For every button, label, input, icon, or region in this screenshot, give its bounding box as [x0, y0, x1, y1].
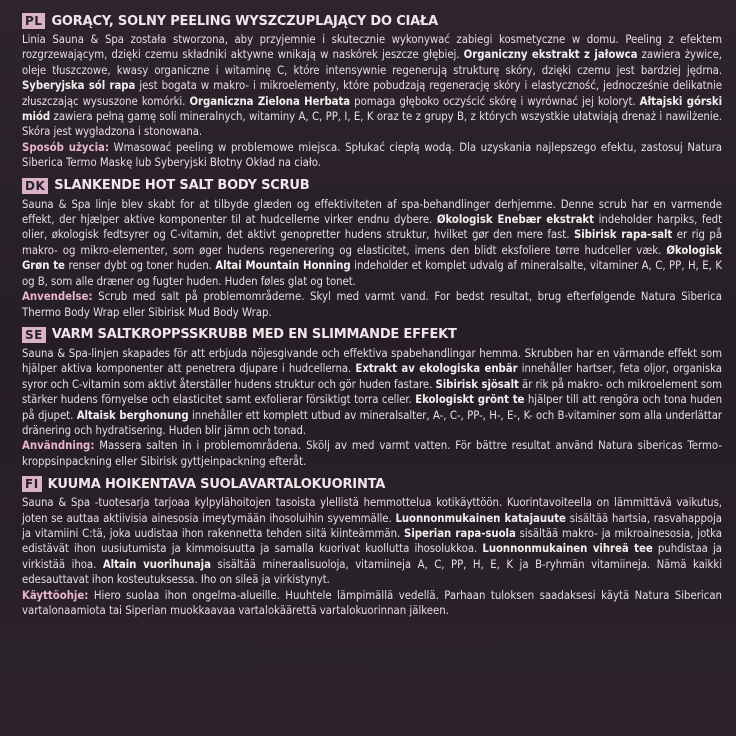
section-header [22, 175, 722, 197]
section-header [22, 10, 722, 32]
body-text: indeholder et komplet udvalg af mineralsalte, vitaminer A, C, PP, H, E, K og B, som alle dræner og fugter huden. Huden føles glat og tonet. [22, 259, 722, 288]
ingredient-highlight: Ałtajski górski miód [22, 94, 723, 124]
body-text: sisältää hartsia, rasvahappoja ja vitamiini C:tä, joka uudistaa ihon rakennetta tehden siitä kiinteämmän. [22, 511, 722, 540]
usage-label: Anvendelse: [22, 290, 93, 304]
section-se [22, 324, 722, 469]
usage-label: Sposób użycia: [22, 140, 109, 154]
body-text: puhdistaa ja virkistää ihoa. [22, 542, 722, 571]
body-text: zawiera żywice, oleje tłuszczowe, kwasy organiczne i witaminę C, które intensywnie regenerują strukturę skóry, dzięki czemu jest bardziej jędrna. [22, 48, 722, 77]
section-title: VARM SALTKROPPSSKRUBB MED EN SLIMMANDE EFFEKT [51, 327, 457, 343]
ingredient-highlight: Økologisk Enebær ekstrakt [436, 213, 594, 227]
language-badge: FI [22, 476, 42, 492]
body-text: är rik på makro- och mikroelement som stärker hudens förnyelse och elasticitet samt exfolierar försiktigt torra celler. [22, 377, 722, 407]
ingredient-highlight: Økologisk Grøn te [22, 243, 722, 273]
section-body [22, 32, 722, 140]
language-badge: SE [22, 327, 46, 343]
ingredient-highlight: Altain vuorihunaja [102, 557, 211, 571]
body-text: sisältää mineraalisuoloja, vitamiineja A, C, PP, H, E, K ja B-ryhmän vitamiineja. Nämä kaikki edesauttavat ihon kosteutuksessa. Iho on sileä ja virkistynyt. [22, 557, 722, 587]
section-body [22, 197, 722, 289]
ingredient-highlight: Altai Mountain Honning [215, 259, 351, 273]
body-text: jest bogata w makro- i mikroelementy, które pobudzają regenerację skóry i elastyczność, jednocześnie delikatnie złuszczając wysuszone komórki. [22, 79, 722, 108]
ingredient-highlight: Ekologiskt grönt te [415, 393, 525, 407]
section-dk [22, 175, 722, 320]
ingredient-highlight: Altaisk berghonung [76, 408, 189, 422]
ingredient-highlight: Siperian rapa-suola [404, 526, 516, 540]
body-text: Sauna & Spa-linjen skapades för att erbjuda nöjesgivande och effektiva spabehandlingar hemma. Skrubben har en värmande effekt som hjälper aktiva komponenter att penetrera djupare i hudcellerna. [22, 346, 722, 376]
usage-text: Scrub med salt på problemområderne. Skyl med varmt vand. For bedst resultat, brug efterfølgende Natura Siberica Thermo Body Wrap eller Sibirisk Mud Body Wrap. [22, 290, 722, 319]
section-title: KUUMA HOIKENTAVA SUOLAVARTALOKUORINTA [47, 476, 386, 492]
body-text: er rig på makro- og mikro-elementer, som øger hudens regenerering og elasticitet, imens den blidt eksfoliere tørre hudceller væk. [22, 228, 723, 257]
body-text: indeholder harpiks, fedt olier, økologisk fedtsyrer og C-vitamin, det aktivt genopretter hudens struktur, hvilket gør den mere fast. [22, 213, 722, 242]
body-text: sisältää makro- ja mikroainesosia, jotka edistävät ihon uusiutumista ja kimmoisuutta ja samalla kuorivat kuollutta ihosolukkoa. [22, 526, 722, 556]
body-text: Linia Sauna & Spa została stworzona, aby przyjemnie i skutecznie wykonywać zabiegi kosmetyczne w domu. Peeling z efektem rozgrzewającym, dzięki czemu składniki aktywne wnikają w naskórek jeszcze głębiej. [22, 33, 722, 62]
body-text: pomaga głęboko oczyścić skórę i wyrównać jej koloryt. [350, 94, 640, 108]
ingredient-highlight: Sibirisk rapa-salt [573, 228, 673, 242]
usage-text: Hiero suolaa ihon ongelma-alueille. Huuhtele lämpimällä vedellä. Parhaan tuloksen saadaksesi käytä Natura Siberican vartalonaamiota tai Siperian muokkaavaa vartalokäärettä vartalokuorinnan jälkeen. [22, 588, 722, 617]
ingredient-highlight: Sibirisk sjösalt [435, 377, 519, 391]
body-text: renser dybt og toner huden. [64, 259, 216, 273]
section-body [22, 495, 722, 587]
body-text: innehåller ett komplett utbud av mineralsalter, A-, C-, PP-, H-, E-, K- och B-vitaminer som alla underlättar dränering och hydratisering. Huden blir jämn och tonad. [22, 408, 723, 437]
body-text: hjälper till att rengöra och tona huden på djupet. [22, 393, 722, 422]
usage-paragraph [22, 140, 722, 171]
ingredient-highlight: Organiczny ekstrakt z jałowca [463, 48, 638, 62]
usage-paragraph [22, 588, 722, 619]
body-text: innehåller hartser, feta oljor, organiska syror och C-vitamin som aktivt återställer hudens struktur och gör huden fastare. [22, 362, 722, 391]
usage-label: Käyttöohje: [22, 588, 89, 602]
body-text: Sauna & Spa -tuotesarja tarjoaa kylpylähoitojen tasoista ylellistä hemmottelua kotikäyttöön. Kuorintavoiteella on lämmittävä vaikutus, joten se auttaa aktiivisia ainesosia imeytymään ihosoluihin syvemmälle. [22, 496, 722, 525]
language-badge: DK [22, 178, 48, 194]
section-header [22, 473, 722, 495]
section-body [22, 346, 722, 438]
language-badge: PL [22, 13, 45, 29]
body-text: Sauna & Spa linje blev skabt for at tilbyde glæden og effektiviteten af spa-behandlinger derhjemme. Denne scrub har en varmende effekt, der hjælper aktive komponenter til at hudcellerne virker endnu dybere. [22, 197, 722, 227]
usage-paragraph [22, 289, 722, 320]
usage-text: Wmasować peeling w problemowe miejsca. Spłukać ciepłą wodą. Dla uzyskania najlepszego efektu, zastosuj Natura Siberica Termo Maskę lub Syberyjski Błotny Okład na ciało. [22, 140, 722, 170]
ingredient-highlight: Luonnonmukainen katajauute [395, 511, 566, 525]
section-title: GORĄCY, SOLNY PEELING WYSZCZUPLAJĄCY DO CIAŁA [51, 13, 439, 29]
usage-text: Massera salten in i problemområdena. Skölj av med varmt vatten. För bättre resultat använd Natura sibericas Termo-kroppsinpackning eller Sibirisk gyttjeinpackning efteråt. [22, 439, 722, 468]
section-fi [22, 473, 722, 618]
section-title: SLANKENDE HOT SALT BODY SCRUB [54, 178, 310, 194]
ingredient-highlight: Extrakt av ekologiska enbär [355, 362, 518, 376]
ingredient-highlight: Syberyjska sól rapa [22, 79, 136, 93]
usage-label: Användning: [22, 439, 95, 453]
ingredient-highlight: Luonnonmukainen vihreä tee [482, 542, 653, 556]
section-header [22, 324, 722, 346]
body-text: zawiera pełną gamę soli mineralnych, witaminy A, C, PP, I, E, K oraz te z grupy B, z których wszystkie ułatwiają drenaż i nawilżenie. Skóra jest wygładzona i stonowana. [22, 110, 722, 139]
section-pl [22, 10, 722, 171]
label-page [22, 10, 722, 622]
ingredient-highlight: Organiczna Zielona Herbata [189, 94, 351, 108]
usage-paragraph [22, 438, 722, 469]
